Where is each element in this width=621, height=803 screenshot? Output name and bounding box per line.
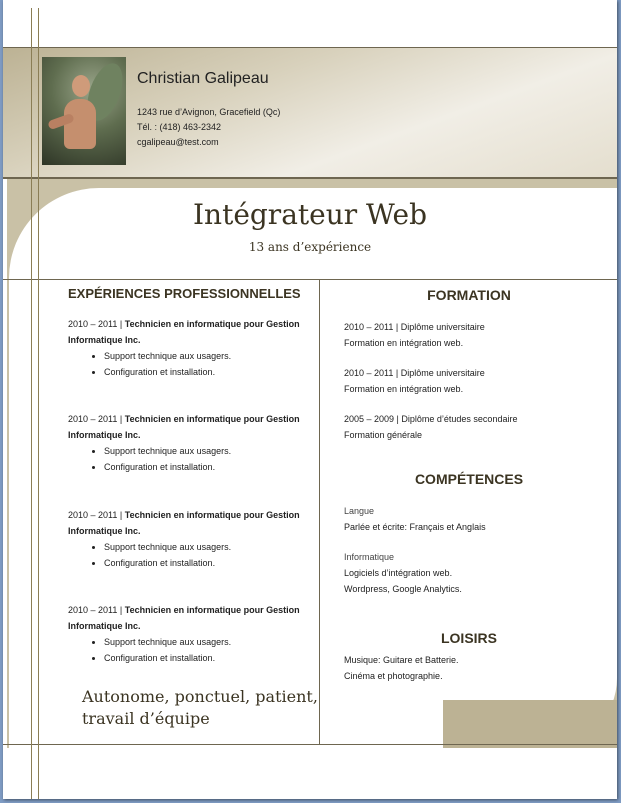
experience-bullet: • Support technique aux usagers. — [104, 539, 308, 555]
competence-value: Wordpress, Google Analytics. — [344, 584, 462, 594]
experience-item — [68, 507, 308, 571]
competence-value: Parlée et écrite: Français et Anglais — [344, 522, 486, 532]
formation-program: Formation en intégration web. — [344, 384, 464, 394]
email: cgalipeau@test.com — [137, 137, 219, 147]
experience-role: Technicien en informatique pour Gestion Informatique Inc. — [68, 510, 300, 536]
formation-degree: 2010 – 2011 | Diplôme universitaire — [344, 368, 485, 378]
column-divider — [319, 280, 320, 745]
loisir-item: Cinéma et photographie. — [344, 671, 443, 681]
photo-figure-body — [64, 99, 96, 149]
experiences-heading: EXPÉRIENCES PROFESSIONNELLES — [68, 286, 301, 301]
competence-language — [344, 503, 486, 535]
experience-years: 2010 – 2011 | — [68, 414, 125, 424]
experience-bullet: • Configuration et installation. — [104, 459, 308, 475]
experience-years: 2010 – 2011 | — [68, 319, 125, 329]
experience-role: Technicien en informatique pour Gestion Informatique Inc. — [68, 605, 300, 631]
margin-line — [31, 8, 32, 799]
experience-bullet: • Support technique aux usagers. — [104, 348, 308, 364]
formation-degree: 2010 – 2011 | Diplôme universitaire — [344, 322, 485, 332]
competence-label: Informatique — [344, 552, 395, 562]
experience-item — [68, 316, 308, 380]
experience-bullet: • Support technique aux usagers. — [104, 443, 308, 459]
loisirs-list — [344, 652, 459, 684]
profile-photo — [42, 57, 126, 165]
competence-label: Langue — [344, 506, 375, 516]
experience-years: 2010 – 2011 | — [68, 510, 125, 520]
divider-line — [3, 177, 617, 178]
experience-item — [68, 411, 308, 475]
experience-years: 2010 – 2011 | — [68, 605, 125, 615]
bottom-margin — [3, 748, 617, 799]
experience-bullet: • Configuration et installation. — [104, 555, 308, 571]
phone: Tél. : (418) 463-2342 — [137, 122, 222, 132]
resume-page — [3, 0, 617, 799]
experience-item — [68, 602, 308, 666]
competence-it — [344, 549, 462, 597]
loisir-item: Musique: Guitare et Batterie. — [344, 655, 459, 665]
competences-heading: COMPÉTENCES — [414, 471, 524, 487]
formation-program: Formation générale — [344, 430, 423, 440]
photo-figure-head — [72, 75, 90, 97]
experience-role: Technicien en informatique pour Gestion Informatique Inc. — [68, 319, 300, 345]
competence-value: Logiciels d’intégration web. — [344, 568, 453, 578]
experience-bullet: • Configuration et installation. — [104, 364, 308, 380]
address: 1243 rue d’Avignon, Gracefield (Qc) — [137, 107, 281, 117]
margin-line — [38, 8, 39, 799]
divider-line — [3, 279, 617, 280]
candidate-name: Christian Galipeau — [137, 70, 269, 87]
formation-degree: 2005 – 2009 | Diplôme d’études secondaire — [344, 414, 518, 424]
experience-bullet: • Support technique aux usagers. — [104, 634, 308, 650]
formation-program: Formation en intégration web. — [344, 338, 464, 348]
formation-item — [344, 411, 517, 443]
formation-item — [344, 319, 485, 351]
formation-item — [344, 365, 485, 397]
experience-role: Technicien en informatique pour Gestion Informatique Inc. — [68, 414, 300, 440]
formation-heading: FORMATION — [427, 287, 511, 303]
loisirs-heading: LOISIRS — [440, 630, 497, 646]
personal-qualities: Autonome, ponctuel, patient, travail d’équipe — [82, 687, 318, 728]
experience-bullet: • Configuration et installation. — [104, 650, 308, 666]
divider-line — [3, 744, 617, 745]
job-title: Intégrateur Web — [192, 198, 428, 231]
experience-years: 13 ans d’expérience — [248, 240, 372, 254]
